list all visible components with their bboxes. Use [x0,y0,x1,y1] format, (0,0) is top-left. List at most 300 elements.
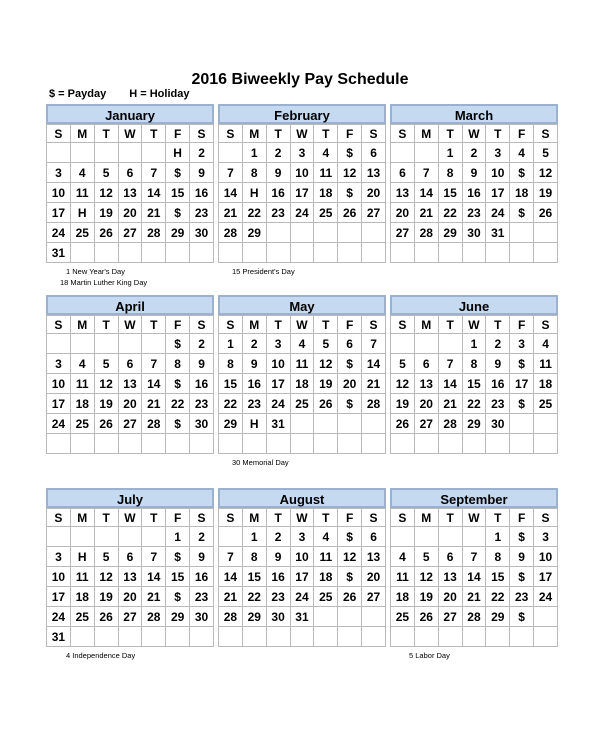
day-cell: 19 [94,394,118,414]
weekday-header-row [47,316,214,334]
day-cell: 31 [47,627,71,647]
day-cell: 8 [486,547,510,567]
day-cell: 22 [242,587,266,607]
week-row [219,203,386,223]
day-cell: 18 [290,374,314,394]
month-may [218,295,386,454]
weekday-label: S [534,509,558,527]
weekday-label: T [314,316,338,334]
weekday-label: W [290,509,314,527]
day-cell: 25 [314,203,338,223]
day-cell: 26 [94,607,118,627]
day-cell: 12 [314,354,338,374]
day-cell: 15 [438,183,462,203]
day-cell [290,223,314,243]
day-cell: 17 [47,587,71,607]
day-cell: $ [338,567,362,587]
day-cell: 29 [166,223,190,243]
day-cell: 3 [486,143,510,163]
weekday-label: W [462,509,486,527]
day-cell: 25 [70,414,94,434]
day-cell [219,527,243,547]
day-cell: 2 [266,527,290,547]
day-cell [438,243,462,263]
week-row [391,567,558,587]
day-cell [190,627,214,647]
day-cell: 9 [266,547,290,567]
day-cell: 29 [242,223,266,243]
month-header: January [46,104,214,124]
weekday-label: S [219,316,243,334]
day-cell: 31 [266,414,290,434]
day-cell: 15 [462,374,486,394]
day-cell: 1 [438,143,462,163]
weekday-label: T [94,125,118,143]
month-header: April [46,295,214,315]
weekday-header-row [219,125,386,143]
day-cell: 26 [534,203,558,223]
day-cell: 21 [142,394,166,414]
day-cell: 8 [219,354,243,374]
weekday-label: S [190,316,214,334]
weekday-label: S [391,125,415,143]
day-cell: 6 [438,547,462,567]
day-cell [414,243,438,263]
day-cell [266,243,290,263]
day-cell [47,434,71,454]
day-cell: 14 [438,374,462,394]
day-cell: $ [510,527,534,547]
weekday-label: M [414,316,438,334]
day-cell [166,627,190,647]
day-cell [47,334,71,354]
day-cell [190,243,214,263]
day-cell: 24 [47,223,71,243]
weekday-label: W [462,316,486,334]
day-cell: 5 [94,163,118,183]
day-cell: 13 [362,163,386,183]
day-cell: 10 [47,374,71,394]
day-cell [391,243,415,263]
month-calendar-table [218,508,386,647]
day-cell [414,627,438,647]
weekday-label: S [391,509,415,527]
day-cell: 8 [166,354,190,374]
week-row [47,334,214,354]
holiday-note: 5 Labor Day [409,651,450,660]
week-row [391,394,558,414]
day-cell: 22 [462,394,486,414]
day-cell: 21 [414,203,438,223]
day-cell: 17 [47,203,71,223]
day-cell: 19 [414,587,438,607]
day-cell: 6 [118,354,142,374]
day-cell: $ [338,143,362,163]
day-cell: 22 [166,394,190,414]
month-calendar-table [218,124,386,263]
weekday-header-row [219,509,386,527]
day-cell: 18 [534,374,558,394]
week-row [219,434,386,454]
day-cell: 19 [94,587,118,607]
day-cell: 10 [266,354,290,374]
day-cell: 28 [219,223,243,243]
week-row [391,607,558,627]
day-cell: 16 [190,374,214,394]
day-cell [70,627,94,647]
day-cell: 19 [391,394,415,414]
day-cell: 24 [266,394,290,414]
day-cell: $ [338,183,362,203]
weekday-label: F [166,125,190,143]
day-cell: $ [510,394,534,414]
day-cell: 23 [266,203,290,223]
week-row [219,223,386,243]
day-cell: 19 [314,374,338,394]
week-row [391,223,558,243]
weekday-label: T [142,125,166,143]
day-cell: 25 [314,587,338,607]
day-cell: 8 [438,163,462,183]
week-row [47,414,214,434]
day-cell: 20 [438,587,462,607]
day-cell: 1 [242,527,266,547]
day-cell: $ [166,334,190,354]
day-cell: H [242,183,266,203]
day-cell: 27 [438,607,462,627]
day-cell [70,143,94,163]
month-april [46,295,214,454]
day-cell [462,243,486,263]
day-cell: 23 [462,203,486,223]
day-cell: 25 [70,607,94,627]
day-cell [362,607,386,627]
week-row [219,163,386,183]
week-row [391,434,558,454]
day-cell: 21 [438,394,462,414]
weekday-label: W [118,125,142,143]
day-cell: 6 [118,547,142,567]
day-cell [290,243,314,263]
day-cell [338,414,362,434]
day-cell: 20 [362,183,386,203]
day-cell [534,607,558,627]
week-row [47,203,214,223]
day-cell: 28 [142,223,166,243]
day-cell [362,627,386,647]
day-cell [70,334,94,354]
day-cell [438,434,462,454]
day-cell: 24 [47,607,71,627]
day-cell: 22 [219,394,243,414]
day-cell: 22 [242,203,266,223]
day-cell: 9 [486,354,510,374]
weekday-label: M [242,316,266,334]
day-cell: 26 [94,223,118,243]
day-cell [219,143,243,163]
day-cell: 14 [142,374,166,394]
weekday-label: T [486,509,510,527]
day-cell: $ [166,163,190,183]
weekday-label: F [510,316,534,334]
day-cell [338,607,362,627]
week-row [219,183,386,203]
weekday-label: T [266,316,290,334]
day-cell: 14 [462,567,486,587]
day-cell [510,627,534,647]
day-cell [314,607,338,627]
week-row [391,374,558,394]
month-calendar-table [46,124,214,263]
week-row [391,183,558,203]
month-march [390,104,558,263]
day-cell [142,334,166,354]
day-cell: 10 [290,163,314,183]
day-cell: 2 [266,143,290,163]
week-row [391,547,558,567]
day-cell: 27 [118,223,142,243]
day-cell: 5 [414,547,438,567]
week-row [47,434,214,454]
day-cell: 5 [314,334,338,354]
day-cell: 9 [190,354,214,374]
day-cell [314,414,338,434]
day-cell: 23 [510,587,534,607]
day-cell [266,434,290,454]
week-row [47,607,214,627]
day-cell: 28 [438,414,462,434]
week-row [391,627,558,647]
day-cell: 4 [391,547,415,567]
day-cell: 12 [94,183,118,203]
month-header: June [390,295,558,315]
day-cell [391,143,415,163]
weekday-label: M [414,509,438,527]
day-cell [242,434,266,454]
week-row [391,243,558,263]
day-cell: 7 [438,354,462,374]
day-cell: 6 [391,163,415,183]
day-cell: 9 [190,547,214,567]
day-cell: $ [510,567,534,587]
day-cell: 4 [290,334,314,354]
day-cell [338,243,362,263]
day-cell: 3 [290,143,314,163]
day-cell [266,223,290,243]
day-cell [391,334,415,354]
week-row [47,183,214,203]
day-cell: 23 [266,587,290,607]
day-cell [118,143,142,163]
day-cell: H [70,203,94,223]
day-cell: 8 [242,547,266,567]
week-row [47,527,214,547]
day-cell: 10 [290,547,314,567]
day-cell [391,434,415,454]
day-cell: 21 [219,203,243,223]
day-cell: 19 [534,183,558,203]
day-cell [362,223,386,243]
day-cell [219,243,243,263]
day-cell: 5 [94,547,118,567]
day-cell [142,434,166,454]
day-cell: H [242,414,266,434]
weekday-label: T [314,125,338,143]
day-cell: 7 [219,547,243,567]
day-cell: 18 [70,587,94,607]
day-cell [166,434,190,454]
day-cell: $ [166,203,190,223]
weekday-label: T [142,316,166,334]
day-cell: 26 [314,394,338,414]
day-cell: 16 [462,183,486,203]
week-row [47,567,214,587]
week-row [47,143,214,163]
month-header: August [218,488,386,508]
month-calendar-table [390,315,558,454]
day-cell: $ [338,354,362,374]
day-cell: $ [338,527,362,547]
week-row [391,354,558,374]
holiday-note: 1 New Year's Day [66,267,125,276]
weekday-header-row [47,125,214,143]
day-cell: 13 [118,567,142,587]
day-cell: 14 [219,567,243,587]
day-cell: 28 [462,607,486,627]
day-cell [290,414,314,434]
day-cell [534,627,558,647]
day-cell: 1 [166,527,190,547]
day-cell [314,627,338,647]
weekday-header-row [391,125,558,143]
weekday-label: S [47,509,71,527]
week-row [47,587,214,607]
day-cell: 13 [414,374,438,394]
week-row [47,374,214,394]
day-cell: 30 [486,414,510,434]
day-cell: 26 [338,587,362,607]
weekday-header-row [219,316,386,334]
day-cell: 19 [94,203,118,223]
day-cell: 9 [510,547,534,567]
week-row [391,587,558,607]
weekday-label: F [166,316,190,334]
week-row [219,374,386,394]
day-cell: 21 [219,587,243,607]
weekday-label: W [290,316,314,334]
day-cell: 20 [118,394,142,414]
day-cell: 12 [534,163,558,183]
day-cell: 17 [290,567,314,587]
holiday-notes-q1-mid [232,266,295,277]
day-cell: 15 [166,567,190,587]
day-cell: 1 [486,527,510,547]
day-cell: 10 [486,163,510,183]
day-cell [266,627,290,647]
day-cell [94,527,118,547]
week-row [47,163,214,183]
month-january [46,104,214,263]
day-cell: $ [338,394,362,414]
day-cell: 4 [534,334,558,354]
day-cell: 31 [290,607,314,627]
day-cell: 18 [314,183,338,203]
day-cell: 8 [242,163,266,183]
day-cell: 30 [190,223,214,243]
weekday-label: F [510,509,534,527]
day-cell: 16 [266,567,290,587]
weekday-label: S [190,509,214,527]
day-cell [118,434,142,454]
day-cell: 7 [142,354,166,374]
weekday-label: T [438,316,462,334]
day-cell [462,627,486,647]
day-cell [219,627,243,647]
day-cell: 14 [362,354,386,374]
weekday-label: M [414,125,438,143]
weekday-label: T [486,316,510,334]
day-cell: 15 [242,567,266,587]
day-cell [534,223,558,243]
day-cell: 16 [486,374,510,394]
day-cell: 2 [486,334,510,354]
day-cell: 4 [314,143,338,163]
day-cell [414,334,438,354]
week-row [219,143,386,163]
day-cell: $ [510,163,534,183]
day-cell: 28 [142,607,166,627]
day-cell: 14 [142,567,166,587]
day-cell [314,223,338,243]
day-cell: 10 [47,183,71,203]
day-cell: 25 [534,394,558,414]
week-row [219,527,386,547]
day-cell: 3 [290,527,314,547]
day-cell: 16 [190,567,214,587]
day-cell: 21 [142,203,166,223]
day-cell: 30 [190,607,214,627]
day-cell: 11 [70,183,94,203]
day-cell: 29 [166,607,190,627]
day-cell: $ [166,374,190,394]
legend-holiday: H = Holiday [129,88,190,100]
day-cell: 22 [486,587,510,607]
week-row [219,547,386,567]
day-cell: 17 [47,394,71,414]
day-cell: 3 [47,163,71,183]
day-cell [510,434,534,454]
day-cell: H [166,143,190,163]
day-cell: 13 [438,567,462,587]
day-cell: 4 [70,354,94,374]
month-july [46,488,214,647]
day-cell: $ [166,547,190,567]
day-cell: 11 [391,567,415,587]
month-calendar-table [46,315,214,454]
day-cell [338,627,362,647]
month-september [390,488,558,647]
day-cell: 17 [266,374,290,394]
day-cell [438,627,462,647]
day-cell: 23 [190,394,214,414]
day-cell [362,243,386,263]
day-cell [94,434,118,454]
day-cell: 5 [391,354,415,374]
weekday-label: F [338,125,362,143]
weekday-label: W [118,316,142,334]
day-cell: 31 [47,243,71,263]
day-cell [219,434,243,454]
